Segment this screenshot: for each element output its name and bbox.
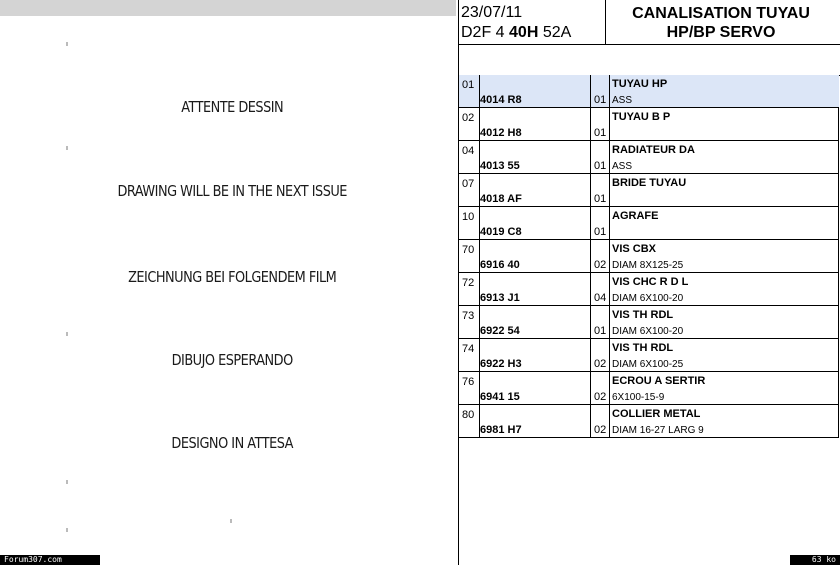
part-reference: 4012 H8: [480, 127, 522, 139]
part-reference: 6941 15: [480, 391, 520, 403]
quantity-cell: [591, 339, 610, 371]
part-quantity: 02: [594, 391, 607, 403]
part-reference: 6922 H3: [480, 358, 522, 370]
quantity-cell: [591, 240, 610, 272]
item-number-cell: [459, 240, 480, 272]
item-number: 70: [462, 244, 475, 256]
part-reference: 4013 55: [480, 160, 520, 172]
item-number-cell: [459, 141, 480, 173]
part-detail: ASS: [612, 161, 633, 172]
part-quantity: 02: [594, 424, 607, 436]
quantity-cell: [591, 306, 610, 338]
item-number: 01: [462, 79, 475, 91]
description-cell: [610, 306, 839, 338]
parts-row[interactable]: [459, 372, 839, 405]
parts-row[interactable]: [459, 306, 839, 339]
part-quantity: 04: [594, 292, 607, 304]
reference-cell: [480, 108, 591, 140]
part-detail: DIAM 6X100-20: [612, 293, 684, 304]
model-code: D2F 4 40H 52A: [461, 24, 572, 41]
part-reference: 6981 H7: [480, 424, 522, 436]
part-name: RADIATEUR DA: [612, 144, 695, 156]
part-name: COLLIER METAL: [612, 408, 701, 420]
item-number: 10: [462, 211, 475, 223]
placeholder-message-en: DRAWING WILL BE IN THE NEXT ISSUE: [117, 182, 347, 200]
quantity-cell: [591, 273, 610, 305]
reference-cell: [480, 306, 591, 338]
description-cell: [610, 339, 839, 371]
description-cell: [610, 273, 839, 305]
item-number-cell: [459, 405, 480, 437]
placeholder-message-es: DIBUJO ESPERANDO: [171, 351, 293, 369]
item-number-cell: [459, 273, 480, 305]
part-name: VIS CHC R D L: [612, 276, 689, 288]
scan-speck: [66, 332, 68, 336]
item-number-cell: [459, 372, 480, 404]
description-cell: [610, 405, 839, 437]
part-reference: 4018 AF: [480, 193, 522, 205]
part-quantity: 01: [594, 160, 607, 172]
reference-cell: [480, 75, 591, 107]
item-number: 07: [462, 178, 475, 190]
item-number-cell: [459, 339, 480, 371]
scan-speck: [66, 146, 68, 150]
part-detail: ASS: [612, 95, 633, 106]
scan-speck: [66, 42, 68, 46]
part-name: VIS TH RDL: [612, 342, 674, 354]
part-reference: 4019 C8: [480, 226, 522, 238]
scan-speck: [66, 480, 68, 484]
part-detail: 6X100-15-9: [612, 392, 665, 403]
scan-speck: [66, 528, 68, 532]
item-number: 04: [462, 145, 475, 157]
description-cell: [610, 141, 839, 173]
parts-row[interactable]: [459, 174, 839, 207]
file-size-label: 63 ko: [790, 555, 840, 565]
item-number: 74: [462, 343, 475, 355]
description-cell: [610, 372, 839, 404]
item-number-cell: [459, 108, 480, 140]
quantity-cell: [591, 174, 610, 206]
parts-row[interactable]: [459, 405, 839, 438]
quantity-cell: [591, 372, 610, 404]
reference-cell: [480, 141, 591, 173]
reference-cell: [480, 405, 591, 437]
part-reference: 4014 R8: [480, 94, 522, 106]
parts-row[interactable]: [459, 240, 839, 273]
scrollbar-track[interactable]: [0, 0, 456, 16]
part-detail: DIAM 6X100-25: [612, 359, 684, 370]
parts-row[interactable]: [459, 339, 839, 372]
parts-row[interactable]: [459, 207, 839, 240]
part-name: TUYAU B P: [612, 111, 671, 123]
part-detail: DIAM 6X100-20: [612, 326, 684, 337]
part-reference: 6913 J1: [480, 292, 520, 304]
quantity-cell: [591, 141, 610, 173]
description-cell: [610, 75, 839, 107]
part-name: VIS TH RDL: [612, 309, 674, 321]
placeholder-message-it: DESIGNO IN ATTESA: [171, 434, 293, 452]
description-cell: [610, 108, 839, 140]
reference-cell: [480, 207, 591, 239]
scan-speck: [230, 519, 232, 523]
part-name: TUYAU HP: [612, 78, 668, 90]
item-number-cell: [459, 174, 480, 206]
header-spacer-band: [459, 45, 840, 76]
description-cell: [610, 174, 839, 206]
item-number-cell: [459, 75, 480, 107]
description-cell: [610, 207, 839, 239]
part-name: ECROU A SERTIR: [612, 375, 706, 387]
part-quantity: 01: [594, 325, 607, 337]
parts-row[interactable]: [459, 273, 839, 306]
part-reference: 6916 40: [480, 259, 520, 271]
section-title: CANALISATION TUYAU HP/BP SERVO: [632, 5, 810, 41]
reference-cell: [480, 240, 591, 272]
part-detail: DIAM 16-27 LARG 9: [612, 425, 704, 436]
date-label: 23/07/11: [461, 4, 523, 21]
part-quantity: 01: [594, 226, 607, 238]
reference-cell: [480, 372, 591, 404]
item-number: 76: [462, 376, 475, 388]
part-quantity: 01: [594, 127, 607, 139]
quantity-cell: [591, 405, 610, 437]
part-detail: DIAM 8X125-25: [612, 260, 684, 271]
parts-header: [459, 0, 840, 45]
part-name: BRIDE TUYAU: [612, 177, 687, 189]
parts-row[interactable]: [459, 75, 839, 108]
quantity-cell: [591, 75, 610, 107]
item-number: 72: [462, 277, 475, 289]
part-quantity: 02: [594, 259, 607, 271]
parts-row[interactable]: [459, 141, 839, 174]
quantity-cell: [591, 108, 610, 140]
item-number: 02: [462, 112, 475, 124]
item-number: 80: [462, 409, 475, 421]
placeholder-message-fr: ATTENTE DESSIN: [181, 98, 284, 116]
reference-cell: [480, 174, 591, 206]
part-quantity: 01: [594, 94, 607, 106]
site-watermark: Forum307.com: [0, 555, 100, 565]
part-reference: 6922 54: [480, 325, 520, 337]
reference-cell: [480, 273, 591, 305]
parts-table: [459, 75, 839, 438]
quantity-cell: [591, 207, 610, 239]
reference-cell: [480, 339, 591, 371]
part-name: AGRAFE: [612, 210, 659, 222]
part-quantity: 02: [594, 358, 607, 370]
item-number-cell: [459, 306, 480, 338]
placeholder-message-de: ZEICHNUNG BEI FOLGENDEM FILM: [128, 268, 337, 286]
item-number: 73: [462, 310, 475, 322]
part-quantity: 01: [594, 193, 607, 205]
item-number-cell: [459, 207, 480, 239]
parts-row[interactable]: [459, 108, 839, 141]
description-cell: [610, 240, 839, 272]
part-name: VIS CBX: [612, 243, 657, 255]
